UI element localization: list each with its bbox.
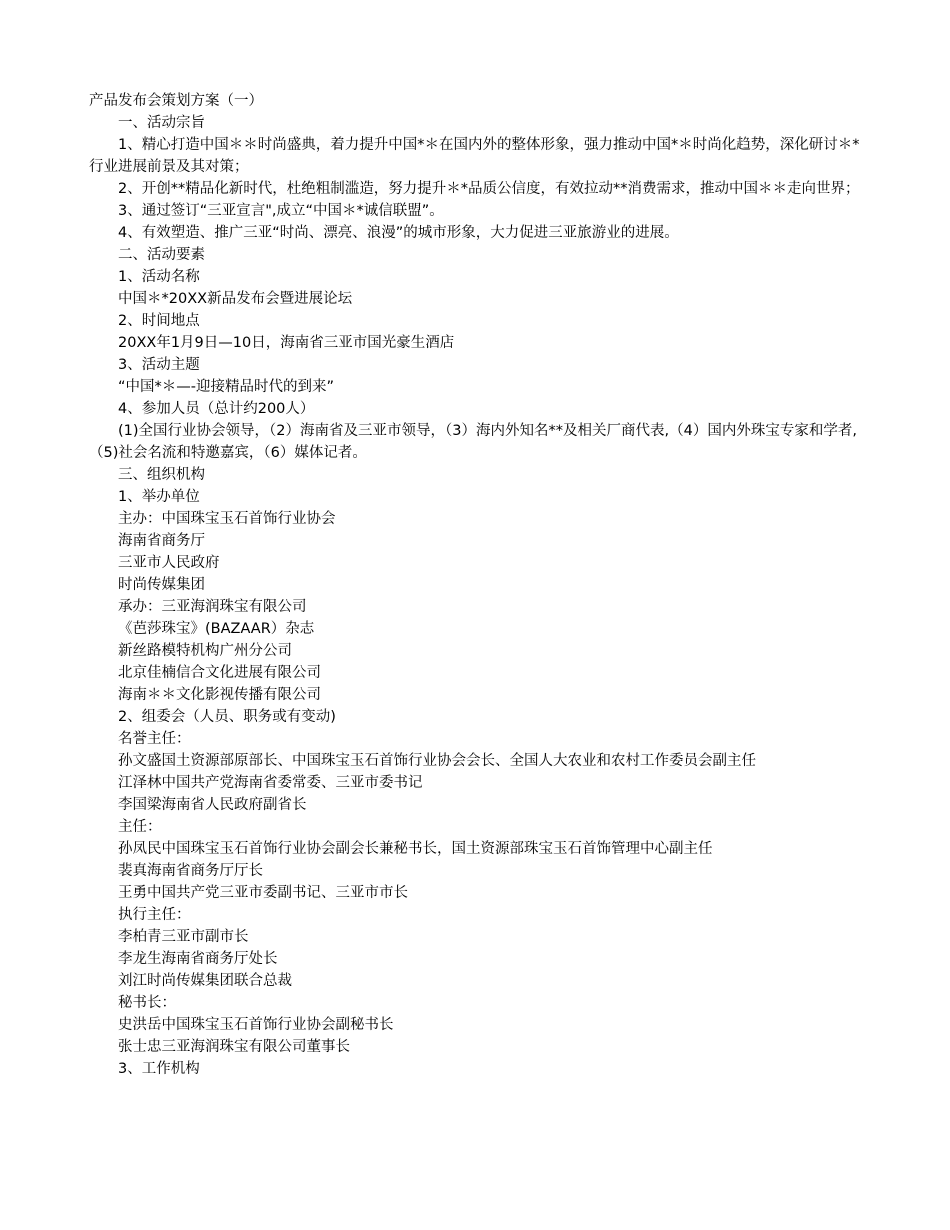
paragraph: 江泽林中国共产党海南省委常委、三亚市委书记 [118, 775, 423, 791]
paragraph: 主任： [118, 819, 162, 835]
paragraph: 刘江时尚传媒集团联合总裁 [118, 973, 292, 989]
paragraph: 承办：三亚海润珠宝有限公司 [118, 599, 307, 615]
paragraph: 李国梁海南省人民政府副省长 [118, 797, 307, 813]
paragraph: 史洪岳中国珠宝玉石首饰行业协会副秘书长 [118, 1017, 394, 1033]
subsection-heading: 2、时间地点 [118, 313, 200, 329]
paragraph: 20XX年1月9日—10日，海南省三亚市国光豪生酒店 [118, 335, 455, 351]
section-heading: 二、活动要素 [118, 247, 205, 263]
paragraph: 李龙生海南省商务厅处长 [118, 951, 278, 967]
paragraph: 张士忠三亚海润珠宝有限公司董事长 [118, 1039, 350, 1055]
subsection-heading: 4、参加人员（总计约200人） [118, 401, 315, 417]
paragraph: 执行主任： [118, 907, 191, 923]
section-heading: 一、活动宗旨 [118, 115, 205, 131]
paragraph: 3、通过签订“三亚宣言",成立“中国＊*诚信联盟”。 [118, 203, 444, 219]
subsection-heading: 3、活动主题 [118, 357, 200, 373]
section-heading: 三、组织机构 [118, 467, 205, 483]
paragraph: 《芭莎珠宝》(BAZAAR）杂志 [118, 621, 315, 637]
paragraph: 4、有效塑造、推广三亚“时尚、漂亮、浪漫”的城市形象，大力促进三亚旅游业的进展。 [118, 225, 679, 241]
paragraph: 李柏青三亚市副市长 [118, 929, 249, 945]
paragraph: 主办：中国珠宝玉石首饰行业协会 [118, 511, 336, 527]
paragraph: “中国*＊—-迎接精品时代的到来” [118, 379, 335, 395]
paragraph: 1、精心打造中国＊＊时尚盛典，着力提升中国*＊在国内外的整体形象，强力推动中国*＊时尚化趋势，深化研讨＊*行业进展前景及其对策； [89, 137, 860, 175]
subsection-heading: 2、组委会（人员、职务或有变动) [118, 709, 336, 725]
subsection-heading: 1、举办单位 [118, 489, 200, 505]
document-title: 产品发布会策划方案（一） [89, 93, 263, 109]
paragraph: 时尚传媒集团 [118, 577, 205, 593]
paragraph: 海南省商务厅 [118, 533, 205, 549]
paragraph: 裴真海南省商务厅厅长 [118, 863, 263, 879]
subsection-heading: 3、工作机构 [118, 1061, 200, 1077]
paragraph: 新丝路模特机构广州分公司 [118, 643, 292, 659]
paragraph: 孙凤民中国珠宝玉石首饰行业协会副会长兼秘书长，国土资源部珠宝玉石首饰管理中心副主任 [118, 841, 713, 857]
document-body [89, 90, 864, 1080]
paragraph: 孙文盛国土资源部原部长、中国珠宝玉石首饰行业协会会长、全国人大农业和农村工作委员会副主任 [118, 753, 756, 769]
paragraph: 王勇中国共产党三亚市委副书记、三亚市市长 [118, 885, 408, 901]
paragraph: 名誉主任： [118, 731, 191, 747]
paragraph: 三亚市人民政府 [118, 555, 220, 571]
paragraph: 中国＊*20XX新品发布会暨进展论坛 [118, 291, 353, 307]
subsection-heading: 1、活动名称 [118, 269, 200, 285]
paragraph: (1)全国行业协会领导，（2）海南省及三亚市领导，（3）海内外知名**及相关厂商代表,（4）国内外珠宝专家和学者,（5)社会名流和特邀嘉宾，（6）媒体记者。 [89, 423, 857, 461]
paragraph: 海南＊＊文化影视传播有限公司 [118, 687, 321, 703]
paragraph: 秘书长： [118, 995, 176, 1011]
paragraph: 北京佳楠信合文化进展有限公司 [118, 665, 321, 681]
paragraph: 2、开创**精品化新时代，杜绝粗制滥造，努力提升＊*品质公信度，有效拉动**消费需求，推动中国＊＊走向世界； [118, 181, 860, 197]
